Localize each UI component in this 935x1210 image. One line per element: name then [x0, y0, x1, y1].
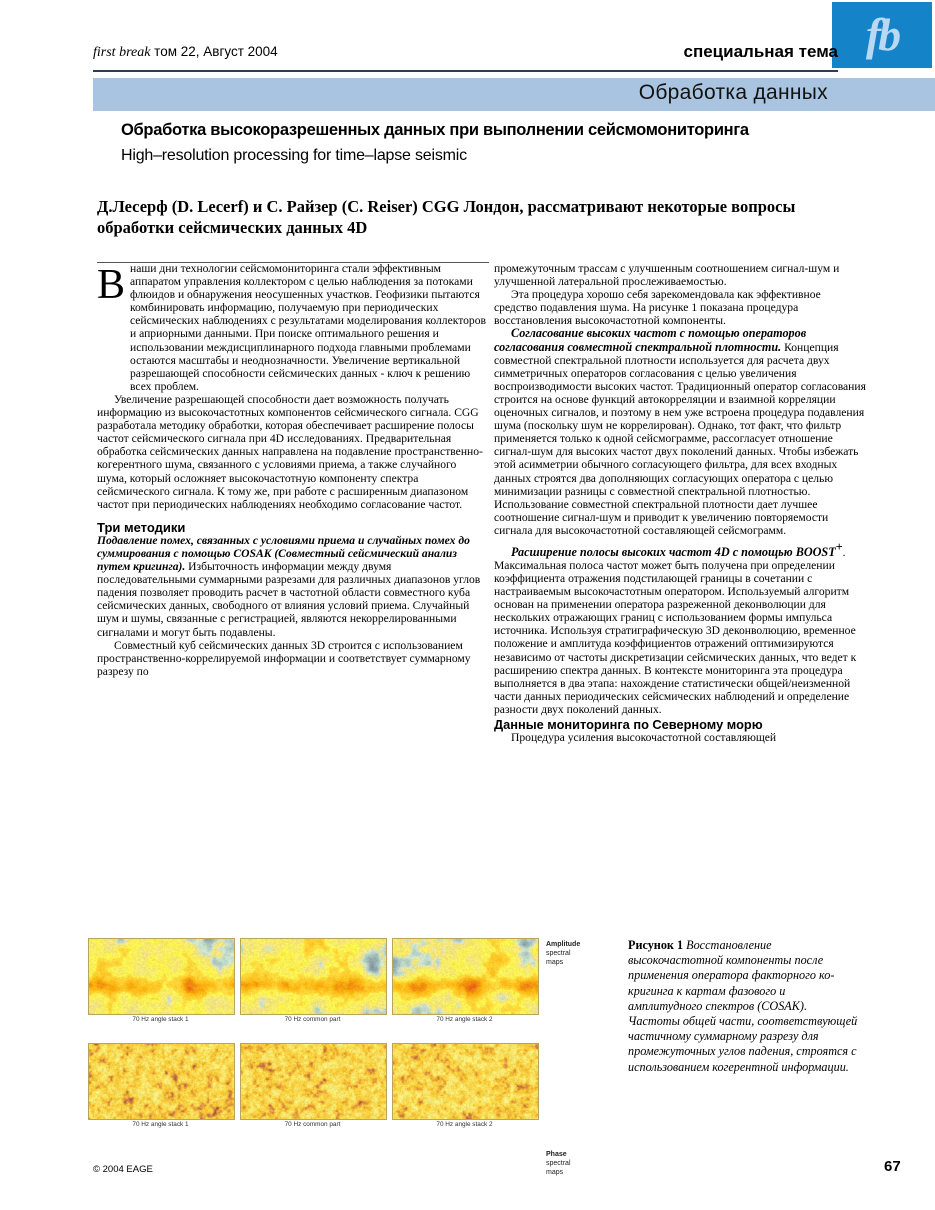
paragraph — [97, 534, 489, 639]
right-column — [494, 262, 866, 744]
figure-row-label-amplitude — [546, 940, 580, 967]
figure-row-label-phase — [546, 1150, 571, 1177]
figure-caption — [628, 938, 860, 1075]
seismic-phase-map-2 — [240, 1043, 387, 1120]
figure-caption-text: Восстановление высокочастотной компоненты после применения оператора факторного ко-кригинга к картам фазового и амплитудного спектров (COSAK). Частоты общей части, соответствующей частичному суммарному разрезу для промежуточных углов падения, строятся с использованием когерентной информации. — [628, 938, 858, 1074]
paragraph: наши дни технологии сейсмомониторинга стали эффективным аппаратом управления коллектором с целью наблюдения за потоками флюидов и обнаружения неосушенных участков. Геофизики пытаются комбинировать информацию, получаемую при периодических сейсмических наблюдениях с результатами моделирования коллекторов и априорными данными. При поиске оптимального решения и использовании междисциплинарного подхода главными проблемами остаются масштабы и неоднозначности. Увеличение вертикальной разрешающей способности сейсмических данных - ключ к решению всех проблем. — [130, 262, 486, 393]
left-column — [97, 262, 489, 678]
amplitude-map-canvas — [241, 939, 386, 1014]
paragraph: Совместный куб сейсмических данных 3D строится с использованием пространственно-коррелируемой информации и соответствует суммарному разрезу по — [97, 638, 471, 678]
paragraph — [494, 541, 866, 716]
seismic-amplitude-map-2 — [240, 938, 387, 1015]
panel-caption: 70 Hz angle stack 1 — [132, 1016, 189, 1023]
section-heading: Данные мониторинга по Северному морю — [494, 717, 763, 733]
panel-caption: 70 Hz angle stack 2 — [436, 1016, 493, 1023]
fb-logo-text: fb — [865, 9, 899, 60]
figure-row-label-line3: maps — [546, 1169, 564, 1176]
masthead — [93, 44, 838, 72]
section-banner — [93, 78, 935, 111]
phase-map-canvas — [393, 1044, 538, 1119]
amplitude-map-canvas — [393, 939, 538, 1014]
section-heading: Три методики — [97, 519, 186, 535]
paragraph-body: Избыточность информации между двумя последовательными суммарными разрезами для различных диапазонов углов падения позволяет проводить расчет в частотной области совместного куба сейсмических данных, свободного от влияния условий приема. Случайный шум и шумы, связанные с регистрацией, являются некоррелированными сигналами и могут быть подавлены. — [97, 560, 481, 639]
paragraph: промежуточным трассам с улучшенным соотношением сигнал-шум и улучшенной латеральной прослеживаемостью. — [494, 262, 840, 289]
lead-in-italic: Согласование высоких частот с помощью операторов согласования совместной спектральной плотности. — [494, 326, 807, 354]
paragraph-body: Концепция совместной спектральной плотности используется для расчета двух симметричных операторов согласования с целью увеличения воспроизводимости высоких частот. Традиционный оператор согласования строится на основе функций автокорреляции и взаимной корреляции оценочных сигналов, и поэтому в нем уже встроена процедура подавления шума (поскольку шум не коррелирован). Однако, тот факт, что фильтр применяется только к одной сейсмограмме, рассогласует отношение сигнал-шум для высоких частот двух поколений данных. Чтобы избежать этой асимметрии обычного согласующего фильтра, для всех входных данных строятся два дополняющих согласующих оператора с целью минимизации разницы с совместной спектральной плотностью. Использование совместной спектральной плотности дает лучшее соотношение сигнал-шум и приводит к увеличению повторяемости сигнала для высокочастотной составляющей сейсмограмм. — [494, 340, 866, 537]
banner-title: Обработка данных — [638, 81, 828, 104]
seismic-amplitude-map-1 — [88, 938, 235, 1015]
seismic-amplitude-map-3 — [392, 938, 539, 1015]
lead-in-italic: Подавление помех, связанных с условиями приема и случайных помех до суммирования с помощью COSAK (Совместный сейсмический анализ путем кригинга). — [97, 533, 470, 574]
panel-caption: 70 Hz common part — [284, 1121, 341, 1128]
article-title-en: High–resolution processing for time–lapse seismic — [121, 147, 467, 164]
figure-row-label-line1: Amplitude — [546, 941, 581, 948]
paragraph: Увеличение разрешающей способности дает возможность получать информацию из высокочастотных компонентов сейсмического сигнала. CGG разработала методику обработки, которая обеспечивает расширение полосы частот сейсмического сигнала при 4D исследованиях. Предварительная обработка сейсмических данных направлена на подавление пространственно-когерентного шума, связанного с условиями приема, а также случайного шума, который осложняет высокочастотную компоненту спектра сейсмического сигнала. К тому же, при работе с расширенным диапазоном частот при периодических наблюдениях необходимо согласование частот. — [97, 392, 483, 511]
phase-map-canvas — [241, 1044, 386, 1119]
figure-row-label-line2: spectral — [546, 950, 571, 957]
section-label: специальная тема — [683, 42, 838, 61]
figure-caption-label: Рисунок 1 — [628, 938, 687, 952]
masthead-issue-line — [93, 44, 278, 61]
amplitude-map-canvas — [89, 939, 234, 1014]
seismic-phase-map-1 — [88, 1043, 235, 1120]
figure-row-label-line2: spectral — [546, 1160, 571, 1167]
first-break-logo — [832, 2, 932, 68]
seismic-phase-map-3 — [392, 1043, 539, 1120]
article-byline: Д.Лесерф (D. Lecerf) и С. Райзер (C. Reiser) CGG Лондон, рассматривают некоторые вопросы обработки сейсмических данных 4D — [97, 197, 796, 237]
figure-row-label-line3: maps — [546, 959, 564, 966]
figure-row-label-line1: Phase — [546, 1151, 567, 1158]
article-title-ru: Обработка высокоразрешенных данных при выполнении сейсмомониторинга — [121, 121, 749, 139]
panel-caption: 70 Hz common part — [284, 1016, 341, 1023]
panel-caption: 70 Hz angle stack 1 — [132, 1121, 189, 1128]
issue-info: том 22, Август 2004 — [150, 44, 278, 59]
drop-cap: В — [97, 262, 126, 308]
footer-page-number: 67 — [884, 1158, 901, 1175]
phase-map-canvas — [89, 1044, 234, 1119]
lead-in-italic: Расширение полосы высоких частот 4D с помощью BOOST — [511, 544, 836, 559]
paragraph-body: . Максимальная полоса частот может быть получена при определении коэффициента отражения подстилающей границы в сочетании с настраиваемым высокочастотным оператором. Используемый алгоритм основан на применении оператора разреженной деконволюции для нескольких отражающих границ с использованием формы импульса источника. Используя стратиграфическую 3D деконволюцию, временное положение и амплитуда коэффициентов отражений оптимизируются независимо от частоты дискретизации сейсмических данных, что ведет к расширению спектра данных. В контексте мониторинга эта процедура выполняется в два этапа: нахождение статистически общей/неизменной части данных периодических сейсмических наблюдений и определение разности двух поколений данных. — [494, 545, 857, 716]
paragraph — [494, 327, 866, 537]
paragraph: Процедура усиления высокочастотной составляющей — [511, 731, 777, 745]
footer-copyright: © 2004 EAGE — [93, 1164, 153, 1175]
journal-name: first break — [93, 45, 151, 60]
panel-caption: 70 Hz angle stack 2 — [436, 1121, 493, 1128]
paragraph: Эта процедура хорошо себя зарекомендовала как эффективное средство подавления шума. На рисунке 1 показана процедура восстановления высокочастотной компоненты. — [494, 288, 821, 328]
lead-in-superscript: + — [835, 539, 843, 554]
